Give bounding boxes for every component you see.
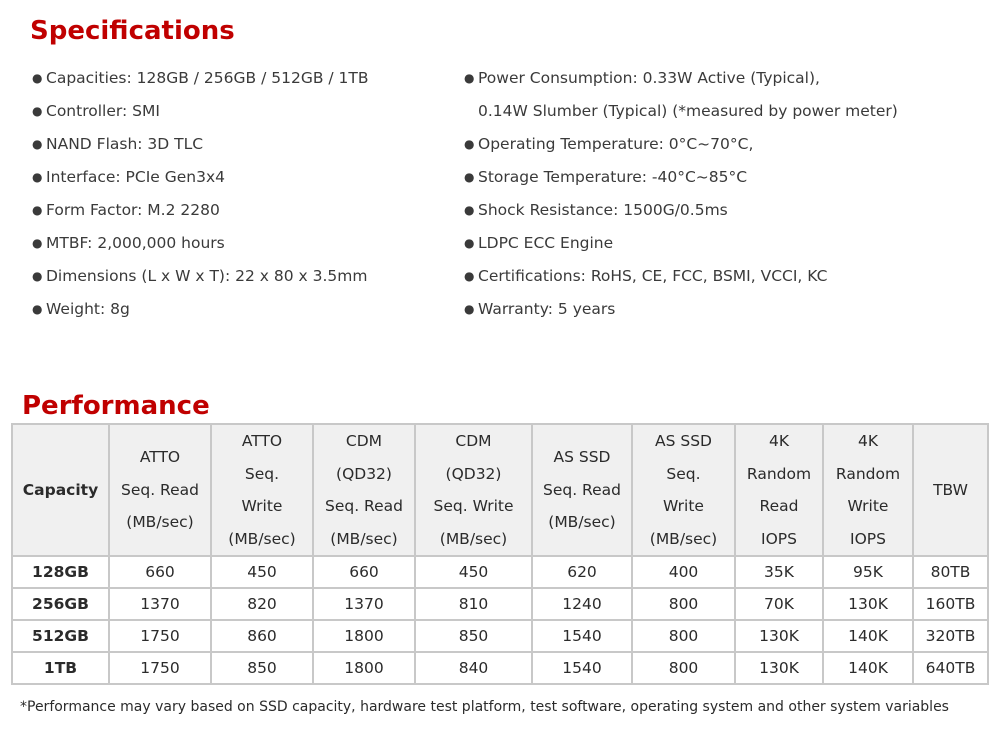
spec-text: Dimensions (L x W x T): 22 x 80 x 3.5mm <box>46 267 368 285</box>
value-cell: 35K <box>735 556 823 588</box>
column-header <box>532 424 632 556</box>
spec-item <box>32 293 452 326</box>
capacity-cell: 512GB <box>12 620 109 652</box>
header-line: Seq. <box>244 464 280 483</box>
header-line: 4K <box>768 432 790 450</box>
bullet-icon: ● <box>32 170 43 184</box>
bullet-icon: ● <box>464 236 475 250</box>
spec-item <box>32 194 452 227</box>
header-line: Random <box>746 464 812 483</box>
value-cell: 130K <box>823 588 913 620</box>
specifications-heading: Specifications <box>30 16 235 46</box>
value-cell: 800 <box>632 620 735 652</box>
value-cell: 620 <box>532 556 632 588</box>
value-cell: 1370 <box>109 588 211 620</box>
spec-item <box>464 194 984 227</box>
spec-text: Form Factor: M.2 2280 <box>46 201 220 219</box>
spec-text: Capacities: 128GB / 256GB / 512GB / 1TB <box>46 69 369 87</box>
value-cell: 810 <box>415 588 532 620</box>
value-cell: 1240 <box>532 588 632 620</box>
bullet-icon: ● <box>32 269 43 283</box>
bullet-icon: ● <box>464 302 475 316</box>
header-line: CDM <box>345 432 383 450</box>
capacity-cell: 128GB <box>12 556 109 588</box>
spec-item <box>32 161 452 194</box>
table-row <box>12 652 988 684</box>
value-cell: 140K <box>823 652 913 684</box>
value-cell: 1370 <box>313 588 415 620</box>
bullet-icon: ● <box>464 71 475 85</box>
spec-item <box>32 95 452 128</box>
header-line: Write <box>241 497 283 515</box>
value-cell: 130K <box>735 652 823 684</box>
header-line: Random <box>835 464 901 483</box>
value-cell: 640TB <box>913 652 988 684</box>
value-cell: 840 <box>415 652 532 684</box>
performance-footnote: *Performance may vary based on SSD capacity, hardware test platform, test software, operating system and other system variables <box>20 699 949 715</box>
header-line: (MB/sec) <box>548 513 616 532</box>
header-line: Seq. <box>666 464 701 483</box>
spec-text: LDPC ECC Engine <box>478 234 614 252</box>
value-cell: 1800 <box>313 620 415 652</box>
spec-item <box>32 260 452 293</box>
spec-text: Power Consumption: 0.33W Active (Typical), <box>478 69 820 87</box>
value-cell: 95K <box>823 556 913 588</box>
header-line: 4K <box>857 432 879 450</box>
bullet-icon: ● <box>32 236 43 250</box>
spec-item <box>464 128 984 161</box>
value-cell: 1800 <box>313 652 415 684</box>
column-header <box>211 424 313 556</box>
spec-item <box>464 95 984 128</box>
spec-text: Interface: PCIe Gen3x4 <box>46 168 226 186</box>
header-line: (MB/sec) <box>126 513 194 532</box>
header-line: Capacity <box>22 480 99 499</box>
header-line: (QD32) <box>336 464 392 483</box>
bullet-icon: ● <box>32 302 43 316</box>
value-cell: 450 <box>415 556 532 588</box>
column-header <box>313 424 415 556</box>
performance-table <box>11 423 989 685</box>
value-cell: 1750 <box>109 620 211 652</box>
spec-text: Storage Temperature: -40°C~85°C <box>478 168 748 186</box>
spec-text: Operating Temperature: 0°C~70°C, <box>478 135 754 153</box>
column-header <box>415 424 532 556</box>
spec-item <box>464 227 984 260</box>
spec-item <box>464 260 984 293</box>
spec-text: Shock Resistance: 1500G/0.5ms <box>478 201 728 219</box>
value-cell: 800 <box>632 652 735 684</box>
header-line: (MB/sec) <box>228 529 296 548</box>
value-cell: 80TB <box>913 556 988 588</box>
table-header-row <box>12 424 988 556</box>
value-cell: 1540 <box>532 620 632 652</box>
spec-text: 0.14W Slumber (Typical) (*measured by power meter) <box>478 102 898 120</box>
bullet-icon: ● <box>32 104 43 118</box>
spec-text: MTBF: 2,000,000 hours <box>46 234 225 252</box>
spec-text: Certifications: RoHS, CE, FCC, BSMI, VCCI, KC <box>478 267 828 285</box>
value-cell: 400 <box>632 556 735 588</box>
bullet-icon: ● <box>32 137 43 151</box>
header-line: Read <box>759 497 799 515</box>
spec-item <box>32 227 452 260</box>
value-cell: 1540 <box>532 652 632 684</box>
value-cell: 140K <box>823 620 913 652</box>
capacity-cell: 256GB <box>12 588 109 620</box>
header-line: Seq. Read <box>324 497 403 515</box>
bullet-icon: ● <box>464 170 475 184</box>
header-line: (MB/sec) <box>330 529 398 548</box>
spec-text: Weight: 8g <box>46 300 130 318</box>
header-line: Seq. Read <box>542 480 621 499</box>
column-header <box>632 424 735 556</box>
value-cell: 1750 <box>109 652 211 684</box>
performance-heading: Performance <box>22 391 210 421</box>
spec-list-left <box>32 62 452 326</box>
header-line: TBW <box>933 480 968 499</box>
capacity-cell: 1TB <box>12 652 109 684</box>
header-line: AS SSD <box>655 432 712 450</box>
value-cell: 450 <box>211 556 313 588</box>
header-line: IOPS <box>850 529 886 548</box>
column-header <box>109 424 211 556</box>
spec-item <box>464 161 984 194</box>
header-line: (MB/sec) <box>439 529 508 548</box>
value-cell: 820 <box>211 588 313 620</box>
bullet-icon: ● <box>32 71 43 85</box>
header-line: Write <box>663 497 704 515</box>
header-line: Seq. Write <box>433 497 514 515</box>
column-header <box>823 424 913 556</box>
column-header <box>913 424 988 556</box>
value-cell: 660 <box>109 556 211 588</box>
spec-text: NAND Flash: 3D TLC <box>46 135 204 153</box>
value-cell: 850 <box>211 652 313 684</box>
value-cell: 130K <box>735 620 823 652</box>
header-line: ATTO <box>139 448 181 467</box>
header-line: ATTO <box>241 432 283 450</box>
column-header <box>735 424 823 556</box>
header-line: Seq. Read <box>120 480 199 499</box>
table-row <box>12 588 988 620</box>
value-cell: 160TB <box>913 588 988 620</box>
value-cell: 70K <box>735 588 823 620</box>
value-cell: 800 <box>632 588 735 620</box>
value-cell: 860 <box>211 620 313 652</box>
value-cell: 850 <box>415 620 532 652</box>
header-line: IOPS <box>761 529 797 548</box>
spec-item <box>464 293 984 326</box>
spec-text: Warranty: 5 years <box>478 300 616 318</box>
value-cell: 320TB <box>913 620 988 652</box>
header-line: AS SSD <box>553 448 611 467</box>
bullet-icon: ● <box>32 203 43 217</box>
header-line: Write <box>847 497 889 515</box>
spec-list-right <box>464 62 984 326</box>
value-cell: 660 <box>313 556 415 588</box>
bullet-icon: ● <box>464 137 475 151</box>
spec-item <box>32 128 452 161</box>
bullet-icon: ● <box>464 203 475 217</box>
spec-text: Controller: SMI <box>46 102 160 120</box>
table-row <box>12 556 988 588</box>
spec-item <box>464 62 984 95</box>
table-row <box>12 620 988 652</box>
header-line: (QD32) <box>445 464 502 483</box>
header-line: (MB/sec) <box>649 529 718 548</box>
spec-item <box>32 62 452 95</box>
header-line: CDM <box>455 432 492 450</box>
bullet-icon: ● <box>464 269 475 283</box>
header-capacity <box>12 424 109 556</box>
